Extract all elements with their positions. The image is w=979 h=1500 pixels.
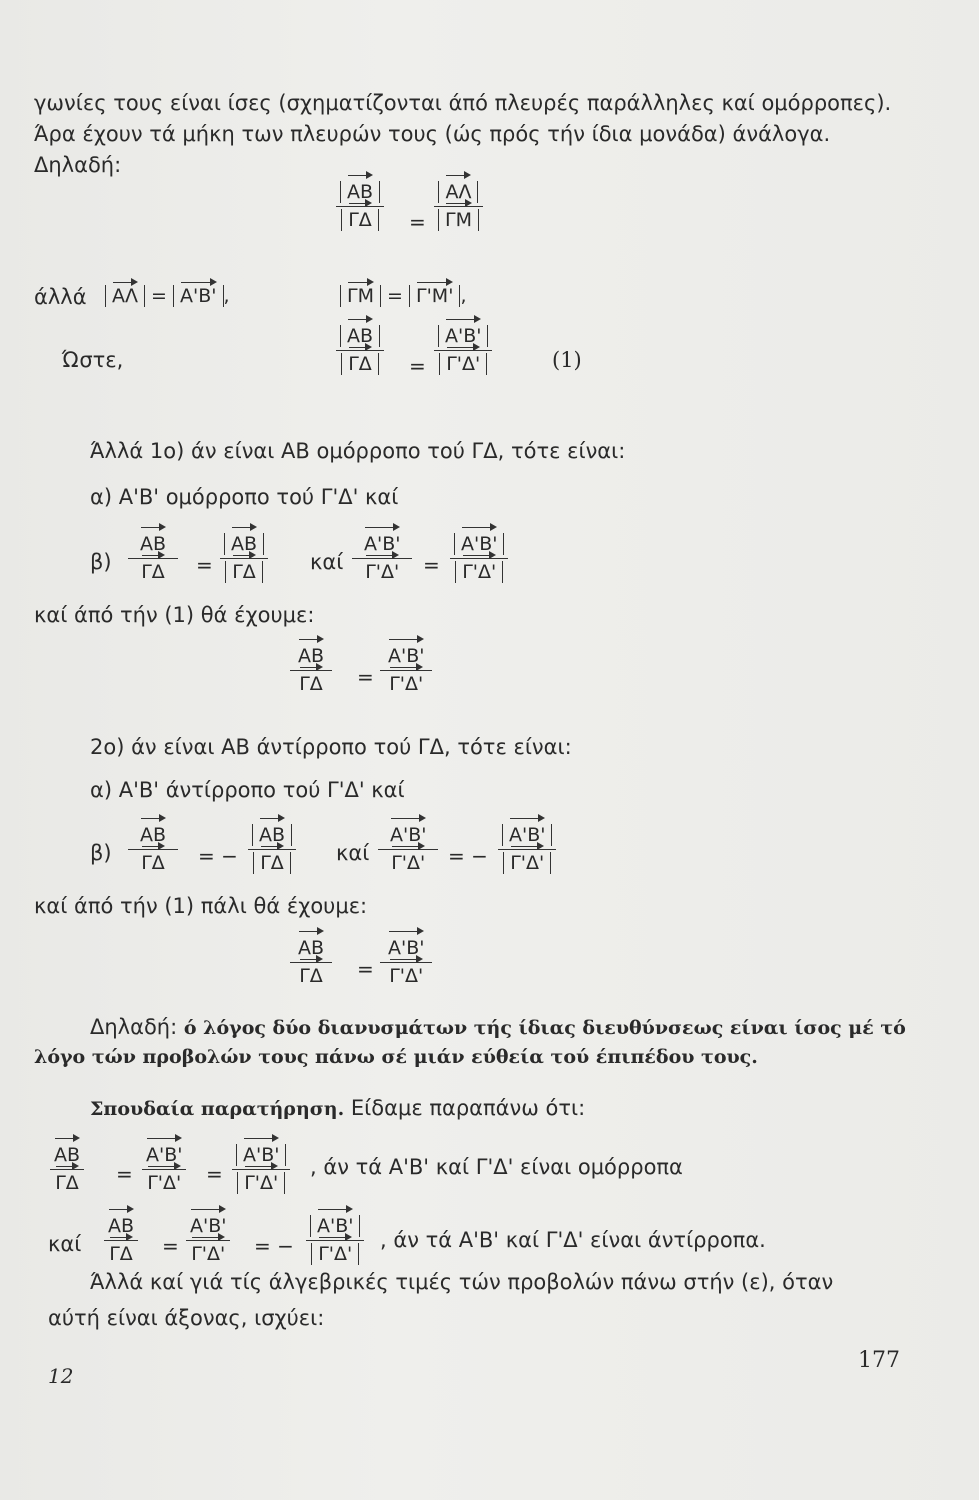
fraction-abs-ab-gd: ΑΒ ΓΔ	[220, 532, 268, 584]
negative-equals-sign: = −	[198, 844, 238, 868]
fraction-ab-gd-4: ΑΒ ΓΔ	[290, 644, 332, 696]
kai-label: καί	[336, 841, 370, 865]
text-line-1: γωνίες τους είναι ίσες (σχηματίζονται άπό πλευρές παράλληλες καί ομόρροπες).	[34, 91, 892, 115]
equation-gm-gpmp: ΓΜ = Γ'Μ' ,	[340, 287, 466, 306]
negative-equals-sign: = −	[448, 844, 488, 868]
fraction-ab-gd-3: ΑΒ ΓΔ	[128, 532, 178, 584]
kai-label: καί	[48, 1232, 82, 1256]
case-1-conclusion: καί άπό τήν (1) θά έχουμε:	[34, 603, 315, 627]
fraction-ab-gd-5: ΑΒ ΓΔ	[128, 823, 178, 875]
page-number: 177	[858, 1348, 900, 1373]
fraction-ab-gd-6: ΑΒ ΓΔ	[290, 936, 332, 988]
text-line-2: Άρα έχουν τά μήκη των πλευρών τους (ώς πρός τήν ίδια μονάδα) άνάλογα.	[34, 122, 831, 146]
equals-sign: =	[196, 553, 213, 577]
condition-same-direction: , άν τά Α'Β' καί Γ'Δ' είναι ομόρροπα	[310, 1155, 683, 1179]
equals-sign: =	[116, 1162, 133, 1186]
fraction-abs-apbp-gpdp-3: Α'Β' Γ'Δ'	[232, 1143, 290, 1195]
signature-number: 12	[48, 1364, 74, 1388]
equals-sign: =	[357, 665, 374, 689]
case-2-intro: 2ο) άν είναι ΑΒ άντίρροπο τού ΓΔ, τότε είναι:	[90, 735, 572, 759]
oste-label: Ώστε,	[62, 348, 124, 372]
fraction-apbp-gpdp: Α'Β' Γ'Δ'	[434, 324, 492, 376]
negative-equals-sign: = −	[254, 1234, 294, 1258]
case-2-a: α) Α'Β' άντίρροπο τού Γ'Δ' καί	[90, 778, 405, 802]
conclusion-line-2: λόγο τών προβολών τους πάνω σέ μιάν εύθεία τού έπιπέδου τους.	[34, 1046, 758, 1068]
equals-sign: =	[409, 210, 426, 234]
equals-sign: =	[423, 553, 440, 577]
fraction-apbp-gpdp-7: Α'Β' Γ'Δ'	[186, 1214, 230, 1266]
text-last-1: Άλλά καί γιά τίς άλγεβρικές τιμές τών προβολών πάνω στήν (ε), όταν	[90, 1270, 834, 1294]
fraction-abs-apbp-gpdp: Α'Β' Γ'Δ'	[450, 532, 508, 584]
equation-number-1: (1)	[552, 348, 582, 372]
case-1-intro: Άλλά 1ο) άν είναι ΑΒ ομόρροπο τού ΓΔ, τότε είναι:	[90, 439, 626, 463]
fraction-apbp-gpdp-2: Α'Β' Γ'Δ'	[352, 532, 412, 584]
beta-label: β)	[90, 841, 112, 865]
text-line-3: Δηλαδή:	[34, 153, 122, 177]
conclusion-line-1: Δηλαδή: ό λόγος δύο διανυσμάτων τής ίδιας διευθύνσεως είναι ίσος μέ τό	[90, 1015, 906, 1039]
fraction-ab-gd-7: ΑΒ ΓΔ	[50, 1143, 84, 1195]
equals-sign: =	[409, 354, 426, 378]
fraction-abs-apbp-gpdp-4: Α'Β' Γ'Δ'	[306, 1214, 364, 1266]
fraction-apbp-gpdp-4: Α'Β' Γ'Δ'	[378, 823, 438, 875]
fraction-abs-apbp-gpdp-2: Α'Β' Γ'Δ'	[498, 823, 556, 875]
fraction-abs-ab-gd-2: ΑΒ ΓΔ	[248, 823, 296, 875]
equation-al-apbp: ΑΛ = Α'Β' ,	[105, 287, 230, 306]
case-2-conclusion: καί άπό τήν (1) πάλι θά έχουμε:	[34, 894, 368, 918]
fraction-ab-gd	[336, 180, 384, 232]
vector-gm: ΓΜ	[445, 208, 472, 231]
fraction-ab-gd-8: ΑΒ ΓΔ	[104, 1214, 138, 1266]
alla-label: άλλά	[34, 285, 87, 309]
text-last-2: αύτή είναι άξονας, ισχύει:	[48, 1306, 325, 1330]
equals-sign: =	[357, 957, 374, 981]
fraction-apbp-gpdp-5: Α'Β' Γ'Δ'	[380, 936, 432, 988]
beta-label: β)	[90, 550, 112, 574]
note-line: Σπουδαία παρατήρηση. Είδαμε παραπάνω ότι:	[90, 1096, 586, 1120]
condition-opposite-direction: , άν τά Α'Β' καί Γ'Δ' είναι άντίρροπα.	[380, 1228, 766, 1252]
fraction-ab-gd-2: ΑΒ ΓΔ	[336, 324, 384, 376]
vector-ab: ΑΒ	[347, 181, 374, 203]
equals-sign: =	[162, 1234, 179, 1258]
fraction-apbp-gpdp-6: Α'Β' Γ'Δ'	[142, 1143, 186, 1195]
equals-sign: =	[206, 1162, 223, 1186]
vector-al: ΑΛ	[445, 181, 472, 203]
kai-label: καί	[310, 550, 344, 574]
case-1-a: α) Α'Β' ομόρροπο τού Γ'Δ' καί	[90, 485, 399, 509]
vector-gd: ΓΔ	[348, 208, 372, 231]
fraction-al-gm	[434, 180, 483, 232]
fraction-apbp-gpdp-3: Α'Β' Γ'Δ'	[380, 644, 432, 696]
